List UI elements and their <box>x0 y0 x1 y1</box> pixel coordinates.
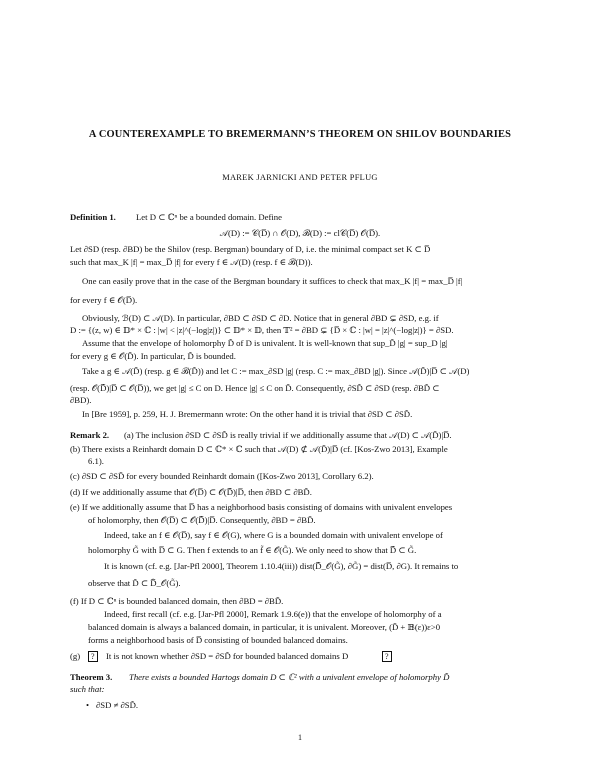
question-mark-end: ? <box>382 651 392 662</box>
text-line: (e) If we additionally assume that D̅ has a neighborhood basis consisting of domains with univalent envelopes <box>70 502 453 512</box>
text-line: D := {(z, w) ∈ 𝔻* × ℂ : |w| < |z|^(−log|z|)} ⊂ 𝔻* × 𝔻, then 𝕋² = ∂BD ⊊ {D̅ × ℂ : |w| = |z|^(−log|z|)} = ∂SD. <box>70 325 454 335</box>
text-line: Indeed, first recall (cf. e.g. [Jar-Pfl 2000], Remark 1.9.6(e)) that the envelope of holomorphy of a <box>104 609 442 619</box>
text-line: Definition 1. <box>70 212 116 222</box>
text-line: In [Bre 1959], p. 259, H. J. Bremermann wrote: On the other hand it is trivial that ∂SD ⊂ ∂SD̃. <box>82 409 413 419</box>
text-line: ∂BD). <box>70 395 92 405</box>
text-line: Indeed, take an f ∈ 𝒪(D̅), say f ∈ 𝒪(G), where G is a bounded domain with univalent envelope of <box>104 530 443 540</box>
question-mark: ? <box>88 651 98 662</box>
text-line: Let ∂SD (resp. ∂BD) be the Shilov (resp. Bergman) boundary of D, i.e. the minimal compact set K ⊂ D̅ <box>70 244 431 254</box>
text-line: It is known (cf. e.g. [Jar-Pfl 2000], Theorem 1.10.4(iii)) dist(D̃̅_𝒪(G̃), ∂G̃) = dist(D̅, ∂G). It remains to <box>104 561 459 571</box>
text-line: for every f ∈ 𝒪(D̅). <box>70 295 138 305</box>
page-number: 1 <box>298 733 302 742</box>
text-line: (b) There exists a Reinhardt domain D ⊂ ℂ* × ℂ such that 𝒜(D) ⊄ 𝒜(D̃)|D̅ (cf. [Kos-Zwo 2013], Example <box>70 444 448 454</box>
text-line: (resp. 𝒪(D̃̅)|D̅ ⊂ 𝒪(D̅)), we get |g| ≤ C on D. Hence |g| ≤ C on D̃. Consequently, ∂SD̃ ⊂ ∂SD (resp. ∂BD̃ ⊂ <box>70 383 440 393</box>
text-line: of holomorphy, then 𝒪(D̅) ⊂ 𝒪(D̃̅)|D̅. Consequently, ∂BD = ∂BD̃. <box>88 515 316 525</box>
text-line: Obviously, ℬ(D) ⊂ 𝒜(D). In particular, ∂BD ⊂ ∂SD ⊂ ∂D. Notice that in general ∂BD ⊊ ∂SD, e.g. if <box>82 313 439 323</box>
text-line: Assume that the envelope of holomorphy D̃ of D is univalent. It is well-known that sup_D̃ |g| = sup_D |g| <box>82 338 448 348</box>
text-line: forms a neighborhood basis of D̅ consisting of bounded balanced domains. <box>88 635 348 645</box>
text-line: There exists a bounded Hartogs domain D ⊂ ℂ² with a univalent envelope of holomorphy D̃ <box>129 672 450 682</box>
text-line: (c) ∂SD ⊂ ∂SD̃ for every bounded Reinhardt domain ([Kos-Zwo 2013], Corollary 6.2). <box>70 471 374 481</box>
text-line: (a) The inclusion ∂SD ⊂ ∂SD̃ is really trivial if we additionally assume that 𝒜(D) ⊂ 𝒜(D̃)|D̅. <box>124 430 452 440</box>
text-line: such that: <box>70 684 105 694</box>
text-line: One can easily prove that in the case of the Bergman boundary it suffices to check that max_K |f| = max_D̅ |f| <box>82 276 463 286</box>
text-line: 𝒜(D) := 𝒞(D̅) ∩ 𝒪(D), ℬ(D) := cl𝒞(D̅) 𝒪(D̅). <box>219 228 381 238</box>
text-line: for every g ∈ 𝒪(D̃). In particular, D̃ is bounded. <box>70 351 236 361</box>
text-line: ∂SD ≠ ∂SD̃. <box>96 700 139 710</box>
text-line: 6.1). <box>88 456 104 466</box>
paper-authors: MAREK JARNICKI AND PETER PFLUG <box>222 173 378 182</box>
remark-g-label: (g) <box>70 651 81 661</box>
text-line: observe that D̃ ⊂ D̅̂_𝒪(G̃). <box>88 578 181 588</box>
text-line: holomorphy G̃ with D̅ ⊂ G. Then f extends to an f̃ ∈ 𝒪(G̃). We only need to show that D̃̅ ⊂ G̃. <box>88 545 417 555</box>
text-line: (d) If we additionally assume that 𝒪(D̅) ⊂ 𝒪(D̃̅)|D̅, then ∂BD ⊂ ∂BD̃. <box>70 487 312 497</box>
paper-title: A COUNTEREXAMPLE TO BREMERMANN’S THEOREM ON SHILOV BOUNDARIES <box>88 129 512 140</box>
text-line: balanced domain is always a balanced domain, in particular, it is univalent. Moreover, (D̃ + 𝔹(ε))ε>0 <box>88 622 441 632</box>
text-line: It is not known whether ∂SD = ∂SD̃ for bounded balanced domains D <box>106 651 349 661</box>
text-line: (f) If D ⊂ ℂⁿ is bounded balanced domain, then ∂BD = ∂BD̃. <box>70 596 284 606</box>
question-box <box>88 651 98 662</box>
bullet-icon: • <box>86 700 90 710</box>
text-line: Theorem 3. <box>70 672 113 682</box>
question-box-end <box>382 651 392 662</box>
text-line: Remark 2. <box>70 430 110 440</box>
text-line: Take a g ∈ 𝒜(D̃) (resp. g ∈ ℬ(D̃)) and let C := max_∂SD |g| (resp. C := max_∂BD |g|). Since 𝒜(D̃)|D̅ ⊂ 𝒜(D) <box>82 366 470 376</box>
text-line: such that max_K |f| = max_D̅ |f| for every f ∈ 𝒜(D) (resp. f ∈ ℬ(D)). <box>70 257 313 267</box>
text-line: Let D ⊂ ℂⁿ be a bounded domain. Define <box>136 212 282 222</box>
